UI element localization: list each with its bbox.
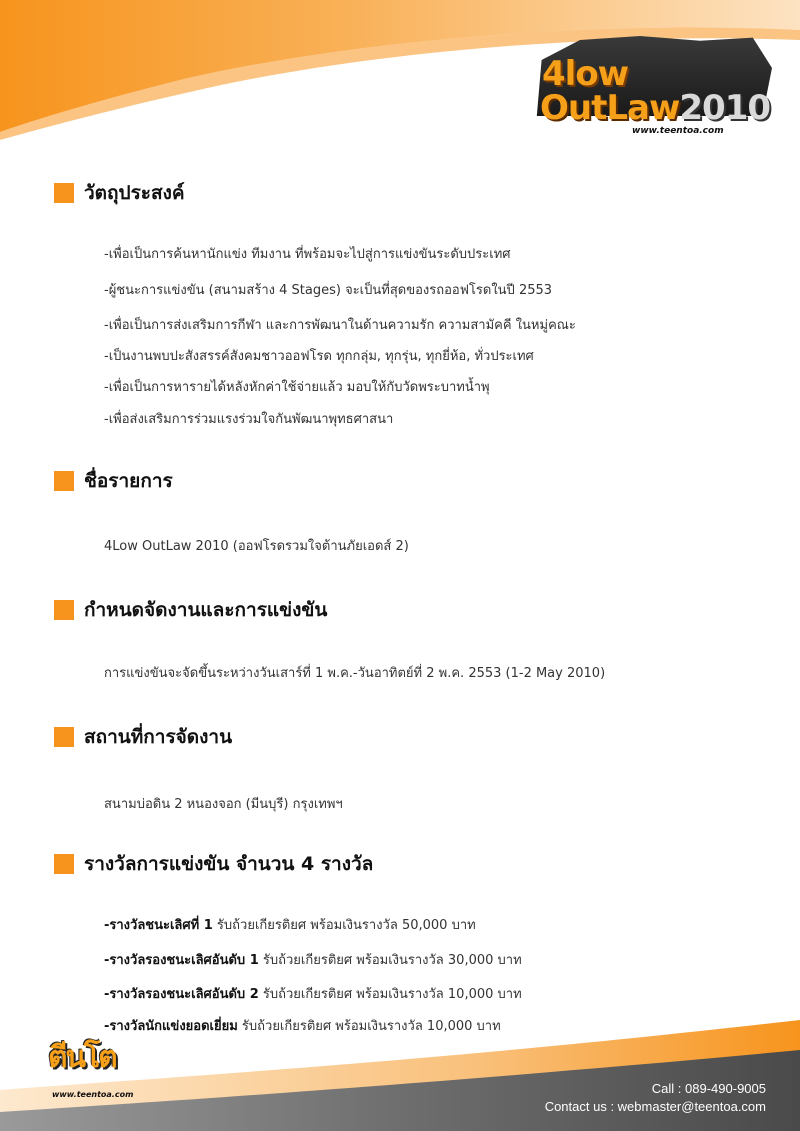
objective-item: -ผู้ชนะการแข่งขัน (สนามสร้าง 4 Stages) จะเป็นที่สุดของรถออฟโรดในปี 2553 [104,283,553,298]
prize-desc: รับถ้วยเกียรติยศ พร้อมเงินรางวัล 10,000 บาท [258,987,522,1002]
prize-label: -รางวัลนักแข่งยอดเยี่ยม [104,1019,238,1034]
section-objectives-heading [54,178,185,208]
prize-desc: รับถ้วยเกียรติยศ พร้อมเงินรางวัล 30,000 บาท [258,953,522,968]
prize-desc: รับถ้วยเกียรติยศ พร้อมเงินรางวัล 50,000 บาท [212,918,476,933]
section-event-name-heading [54,466,173,496]
section-prizes-heading [54,849,373,879]
orange-square-bullet [54,183,74,203]
prize-item [104,914,476,935]
schedule-text: การแข่งขันจะจัดขึ้นระหว่างวันเสาร์ที่ 1 พ.ค.-วันอาทิตย์ที่ 2 พ.ค. 2553 (1-2 May 2010) [104,666,606,681]
section-schedule-heading [54,595,327,625]
orange-square-bullet [54,471,74,491]
event-name-text: 4Low OutLaw 2010 (ออฟโรดรวมใจต้านภัยเอดส์ 2) [104,539,409,554]
objective-item: -เพื่อเป็นการค้นหานักแข่ง ทีมงาน ที่พร้อมจะไปสู่การแข่งขันระดับประเทศ [104,247,511,262]
section-title: รางวัลการแข่งขัน จำนวน 4 รางวัล [84,853,374,875]
section-title: สถานที่การจัดงาน [84,726,233,748]
prize-item [104,983,522,1004]
prize-label: -รางวัลชนะเลิศที่ 1 [104,918,213,933]
4low-outlaw-logo [532,36,772,140]
footer-email: Contact us : webmaster@teentoa.com [544,1099,766,1114]
orange-square-bullet [54,854,74,874]
footer-contact [545,1080,766,1116]
teentoa-logo [46,1032,156,1106]
objective-item: -เพื่อเป็นการหารายได้หลังหักค่าใช้จ่ายแล้ว มอบให้กับวัดพระบาทน้ำพุ [104,380,490,395]
teentoa-logo-text: ตีนโต [48,1040,116,1075]
prize-label: -รางวัลรองชนะเลิศอันดับ 2 [104,987,259,1002]
logo-year: 2010 [679,88,771,128]
objective-item: -เพื่อส่งเสริมการร่วมแรงร่วมใจกันพัฒนาพุทธศาสนา [104,412,394,427]
prize-item [104,949,522,970]
orange-square-bullet [54,600,74,620]
venue-text: สนามบ่อดิน 2 หนองจอก (มีนบุรี) กรุงเทพฯ [104,797,343,812]
prize-label: -รางวัลรองชนะเลิศอันดับ 1 [104,953,259,968]
prize-desc: รับถ้วยเกียรติยศ พร้อมเงินรางวัล 10,000 บาท [237,1019,501,1034]
section-title: วัตถุประสงค์ [84,182,185,204]
objective-item: -เพื่อเป็นการส่งเสริมการกีฬา และการพัฒนาในด้านความรัก ความสามัคคี ในหมู่คณะ [104,318,576,333]
section-venue-heading [54,722,232,752]
logo-text-4low: 4low [542,54,629,94]
logo-url: www.teentoa.com [632,126,724,136]
section-title: ชื่อรายการ [84,470,173,492]
footer-call: Call : 089-490-9005 [651,1081,766,1096]
teentoa-logo-url: www.teentoa.com [52,1090,134,1099]
objective-item: -เป็นงานพบปะสังสรรค์สังคมชาวออฟโรด ทุกกลุ่ม, ทุกรุ่น, ทุกยี่ห้อ, ทั่วประเทศ [104,349,534,364]
orange-square-bullet [54,727,74,747]
section-title: กำหนดจัดงานและการแข่งขัน [84,599,328,621]
logo-text-outlaw: OutLaw2010 [540,88,771,128]
